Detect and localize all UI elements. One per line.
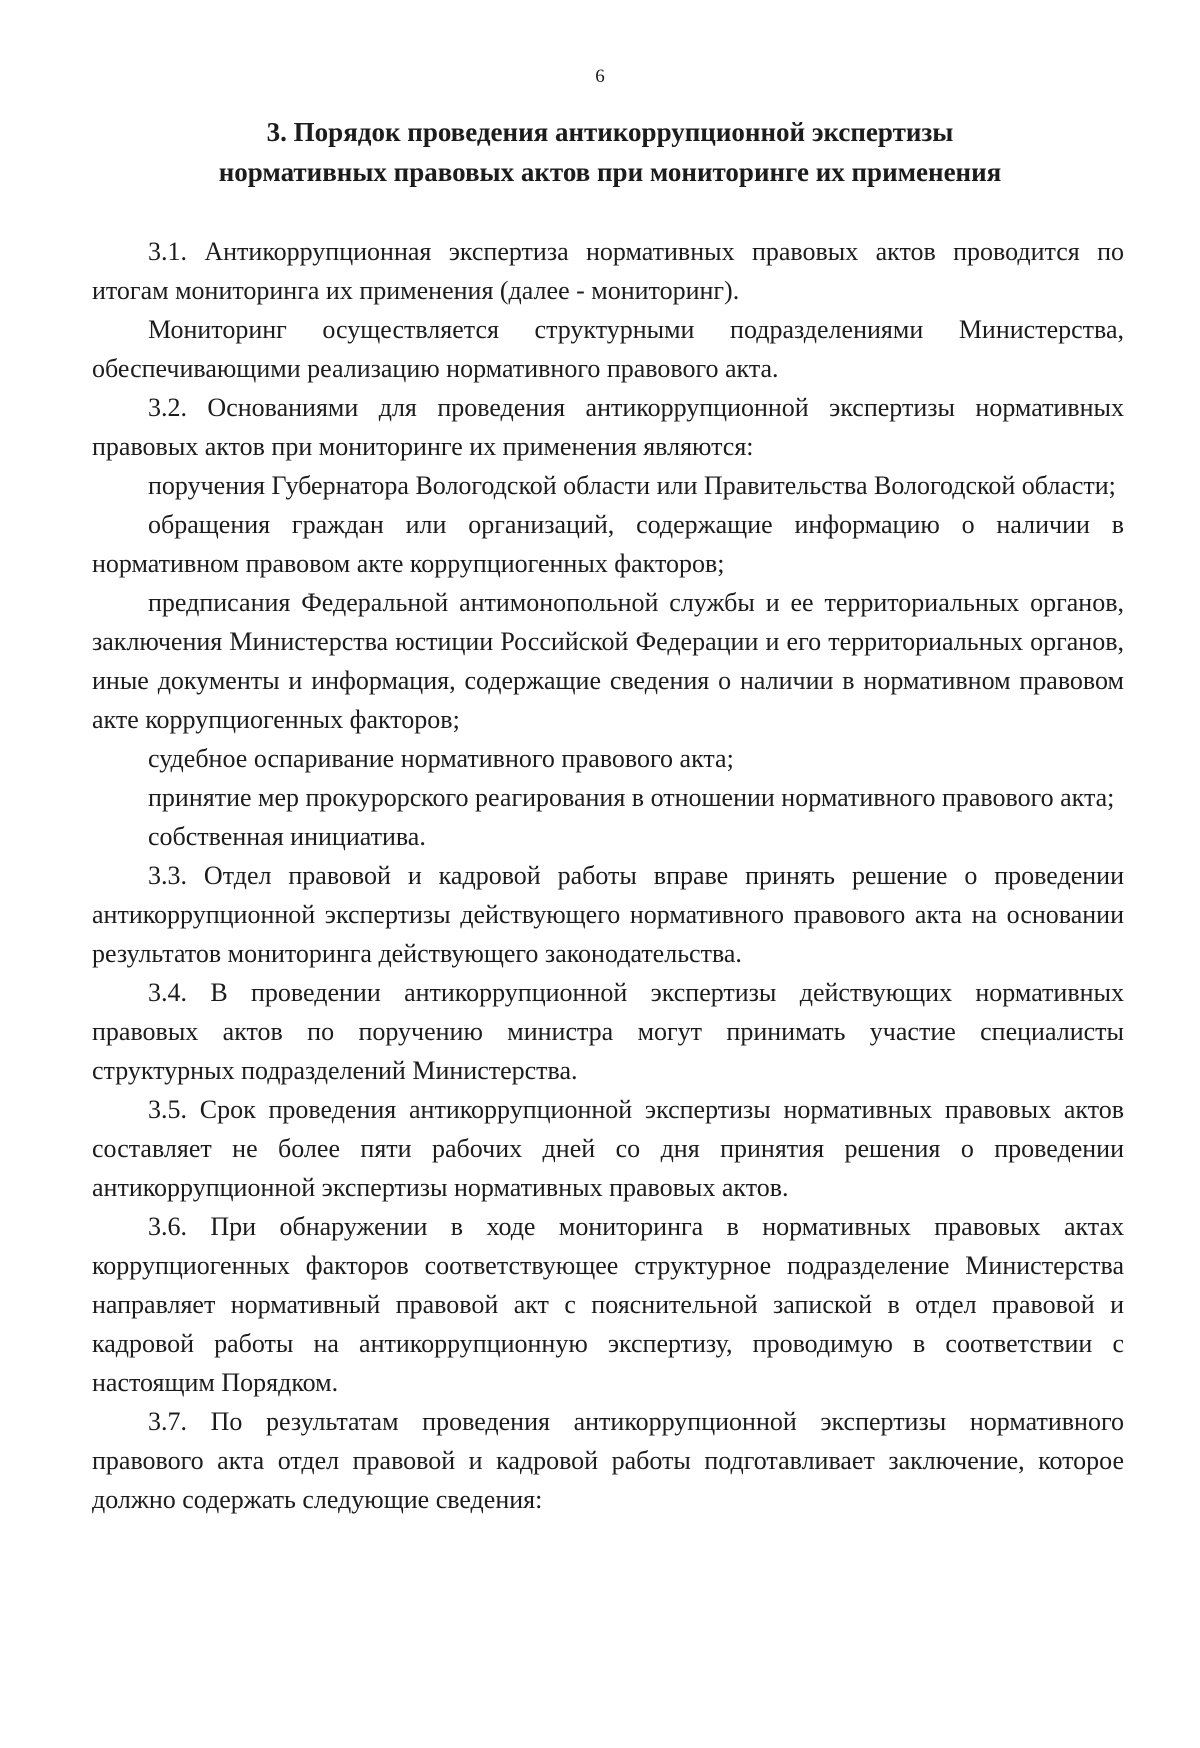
list-item-court-challenge: судебное оспаривание нормативного правового акта; — [148, 744, 734, 773]
paragraph-monitoring: Мониторинг осуществляется структурными подразделениями Министерства, обеспечивающими реализацию нормативного правового акта. — [92, 315, 1124, 383]
paragraph-3-4: 3.4. В проведении антикоррупционной экспертизы действующих нормативных правовых актов по поручению министра могут принимать участие специалисты структурных подразделений Министерства. — [92, 978, 1124, 1085]
list-item-citizen-appeals: обращения граждан или организаций, содержащие информацию о наличии в нормативном правовом акте коррупциогенных факторов; — [92, 510, 1124, 578]
section-title-line-1: 3. Порядок проведения антикоррупционной экспертизы — [266, 117, 954, 147]
paragraph-3-1: 3.1. Антикоррупционная экспертиза нормативных правовых актов проводится по итогам мониторинга их применения (далее - мониторинг). — [92, 237, 1124, 305]
paragraph-3-2: 3.2. Основаниями для проведения антикоррупционной экспертизы нормативных правовых актов при мониторинге их применения являются: — [92, 393, 1124, 461]
paragraph-3-6: 3.6. При обнаружении в ходе мониторинга в нормативных правовых актах коррупциогенных факторов соответствующее структурное подразделение Министерства направляет нормативный правовой акт с пояснительной запиской в отдел правовой и кадровой работы на антикоррупционную экспертизу, проводимую в соответствии с настоящим Порядком. — [92, 1212, 1124, 1397]
paragraph-3-3: 3.3. Отдел правовой и кадровой работы вправе принять решение о проведении антикоррупционной экспертизы действующего нормативного правового акта на основании результатов мониторинга действующего законодательства. — [92, 861, 1124, 968]
list-item-own-initiative: собственная инициатива. — [148, 822, 426, 851]
section-title — [90, 112, 1130, 192]
list-item-governor-instructions: поручения Губернатора Вологодской области или Правительства Вологодской области; — [148, 471, 1116, 500]
paragraph-3-7: 3.7. По результатам проведения антикоррупционной экспертизы нормативного правового акта отдел правовой и кадровой работы подготавливает заключение, которое должно содержать следующие сведения: — [92, 1407, 1124, 1514]
document-body — [92, 232, 1124, 1519]
list-item-prosecutor-measures: принятие мер прокурорского реагирования в отношении нормативного правового акта; — [148, 783, 1115, 812]
section-title-line-2: нормативных правовых актов при мониторинге их применения — [218, 157, 1002, 187]
list-item-fas-orders: предписания Федеральной антимонопольной службы и ее территориальных органов, заключения Министерства юстиции Российской Федерации и его территориальных органов, иные документы и информация, содержащие сведения о наличии в нормативном правовом акте коррупциогенных факторов; — [92, 588, 1124, 734]
paragraph-3-5: 3.5. Срок проведения антикоррупционной экспертизы нормативных правовых актов составляет не более пяти рабочих дней со дня принятия решения о проведении антикоррупционной экспертизы нормативных правовых актов. — [92, 1095, 1124, 1202]
page-number: 6 — [595, 66, 605, 87]
